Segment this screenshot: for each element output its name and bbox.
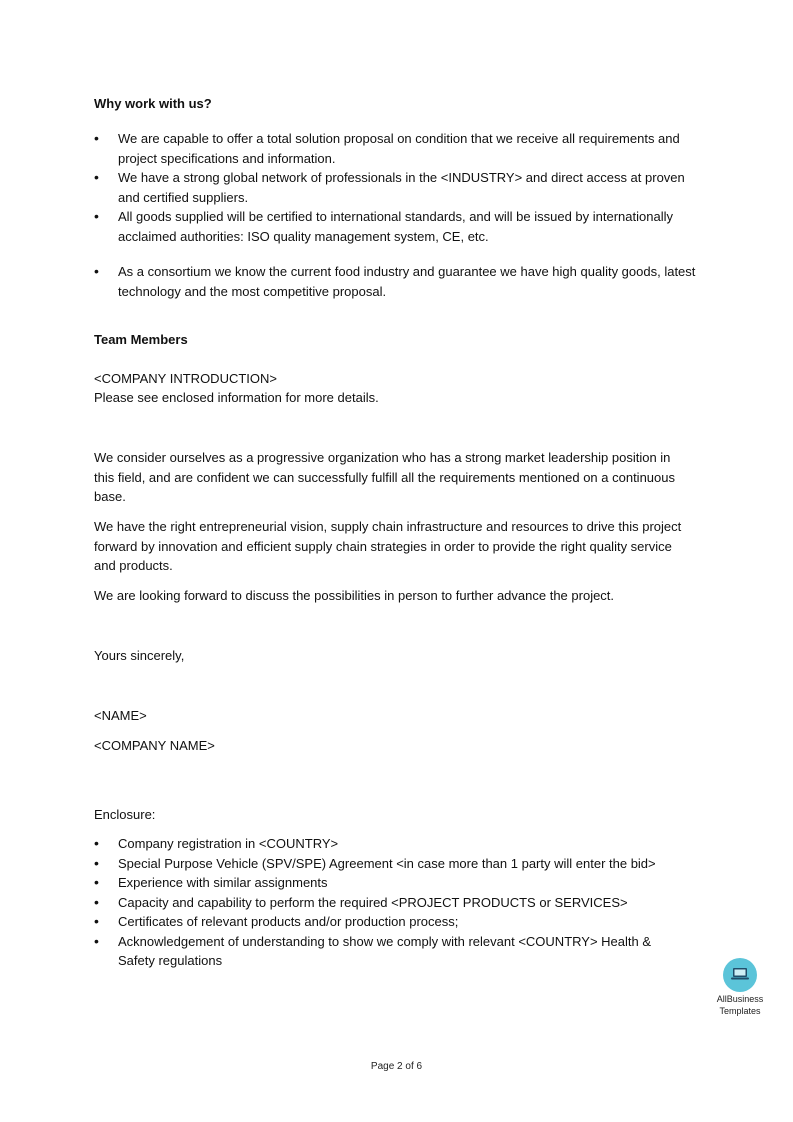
laptop-icon [730, 966, 750, 982]
list-item: • As a consortium we know the current food industry and guarantee we have high quality goods, latest technology and the most competitive proposal. [94, 262, 709, 301]
why-work-heading: Why work with us? [94, 96, 212, 111]
closing-salutation: Yours sincerely, [94, 648, 185, 663]
list-item: • We have a strong global network of professionals in the <INDUSTRY> and direct access at proven and certified suppliers. [94, 168, 709, 207]
logo-badge [723, 958, 757, 992]
body-paragraph-3: We are looking forward to discuss the possibilities in person to further advance the project. [94, 588, 615, 603]
logo-text-line2: Templates [719, 1006, 761, 1016]
enclosure-bullet-list [94, 834, 674, 971]
body-paragraph-2: We have the right entrepreneurial vision, supply chain infrastructure and resources to drive this project forward by innovation and efficient supply chain strategies in order to provide the right quality service and products. [94, 519, 682, 573]
list-item: • Experience with similar assignments [94, 873, 674, 893]
list-item: • All goods supplied will be certified to international standards, and will be issued by internationally acclaimed authorities: ISO quality management system, CE, etc. [94, 207, 709, 246]
logo-text-line1: AllBusiness [716, 994, 764, 1004]
team-members-heading: Team Members [94, 332, 188, 347]
enclosure-heading: Enclosure: [94, 807, 156, 822]
list-item: • Company registration in <COUNTRY> [94, 834, 674, 854]
signatory-name: <NAME> [94, 708, 147, 723]
list-item: • Certificates of relevant products and/or production process; [94, 912, 674, 932]
list-item: • Acknowledgement of understanding to show we comply with relevant <COUNTRY> Health & Safety regulations [94, 932, 674, 971]
body-paragraph-1: We consider ourselves as a progressive organization who has a strong market leadership position in this field, and are confident we can successfully fulfill all the requirements mentioned on a continuous base. [94, 450, 675, 504]
list-item: • We are capable to offer a total solution proposal on condition that we receive all requirements and project specifications and information. [94, 129, 709, 168]
allbusiness-templates-logo [710, 958, 770, 1016]
list-item: • Capacity and capability to perform the required <PROJECT PRODUCTS or SERVICES> [94, 893, 674, 913]
why-work-bullet-list [94, 129, 709, 301]
enclosed-info-note: Please see enclosed information for more details. [94, 390, 379, 405]
list-item: • Special Purpose Vehicle (SPV/SPE) Agreement <in case more than 1 party will enter the bid> [94, 854, 674, 874]
signatory-company: <COMPANY NAME> [94, 738, 215, 753]
page-number: Page 2 of 6 [370, 1061, 423, 1072]
company-introduction-placeholder: <COMPANY INTRODUCTION> [94, 371, 277, 386]
